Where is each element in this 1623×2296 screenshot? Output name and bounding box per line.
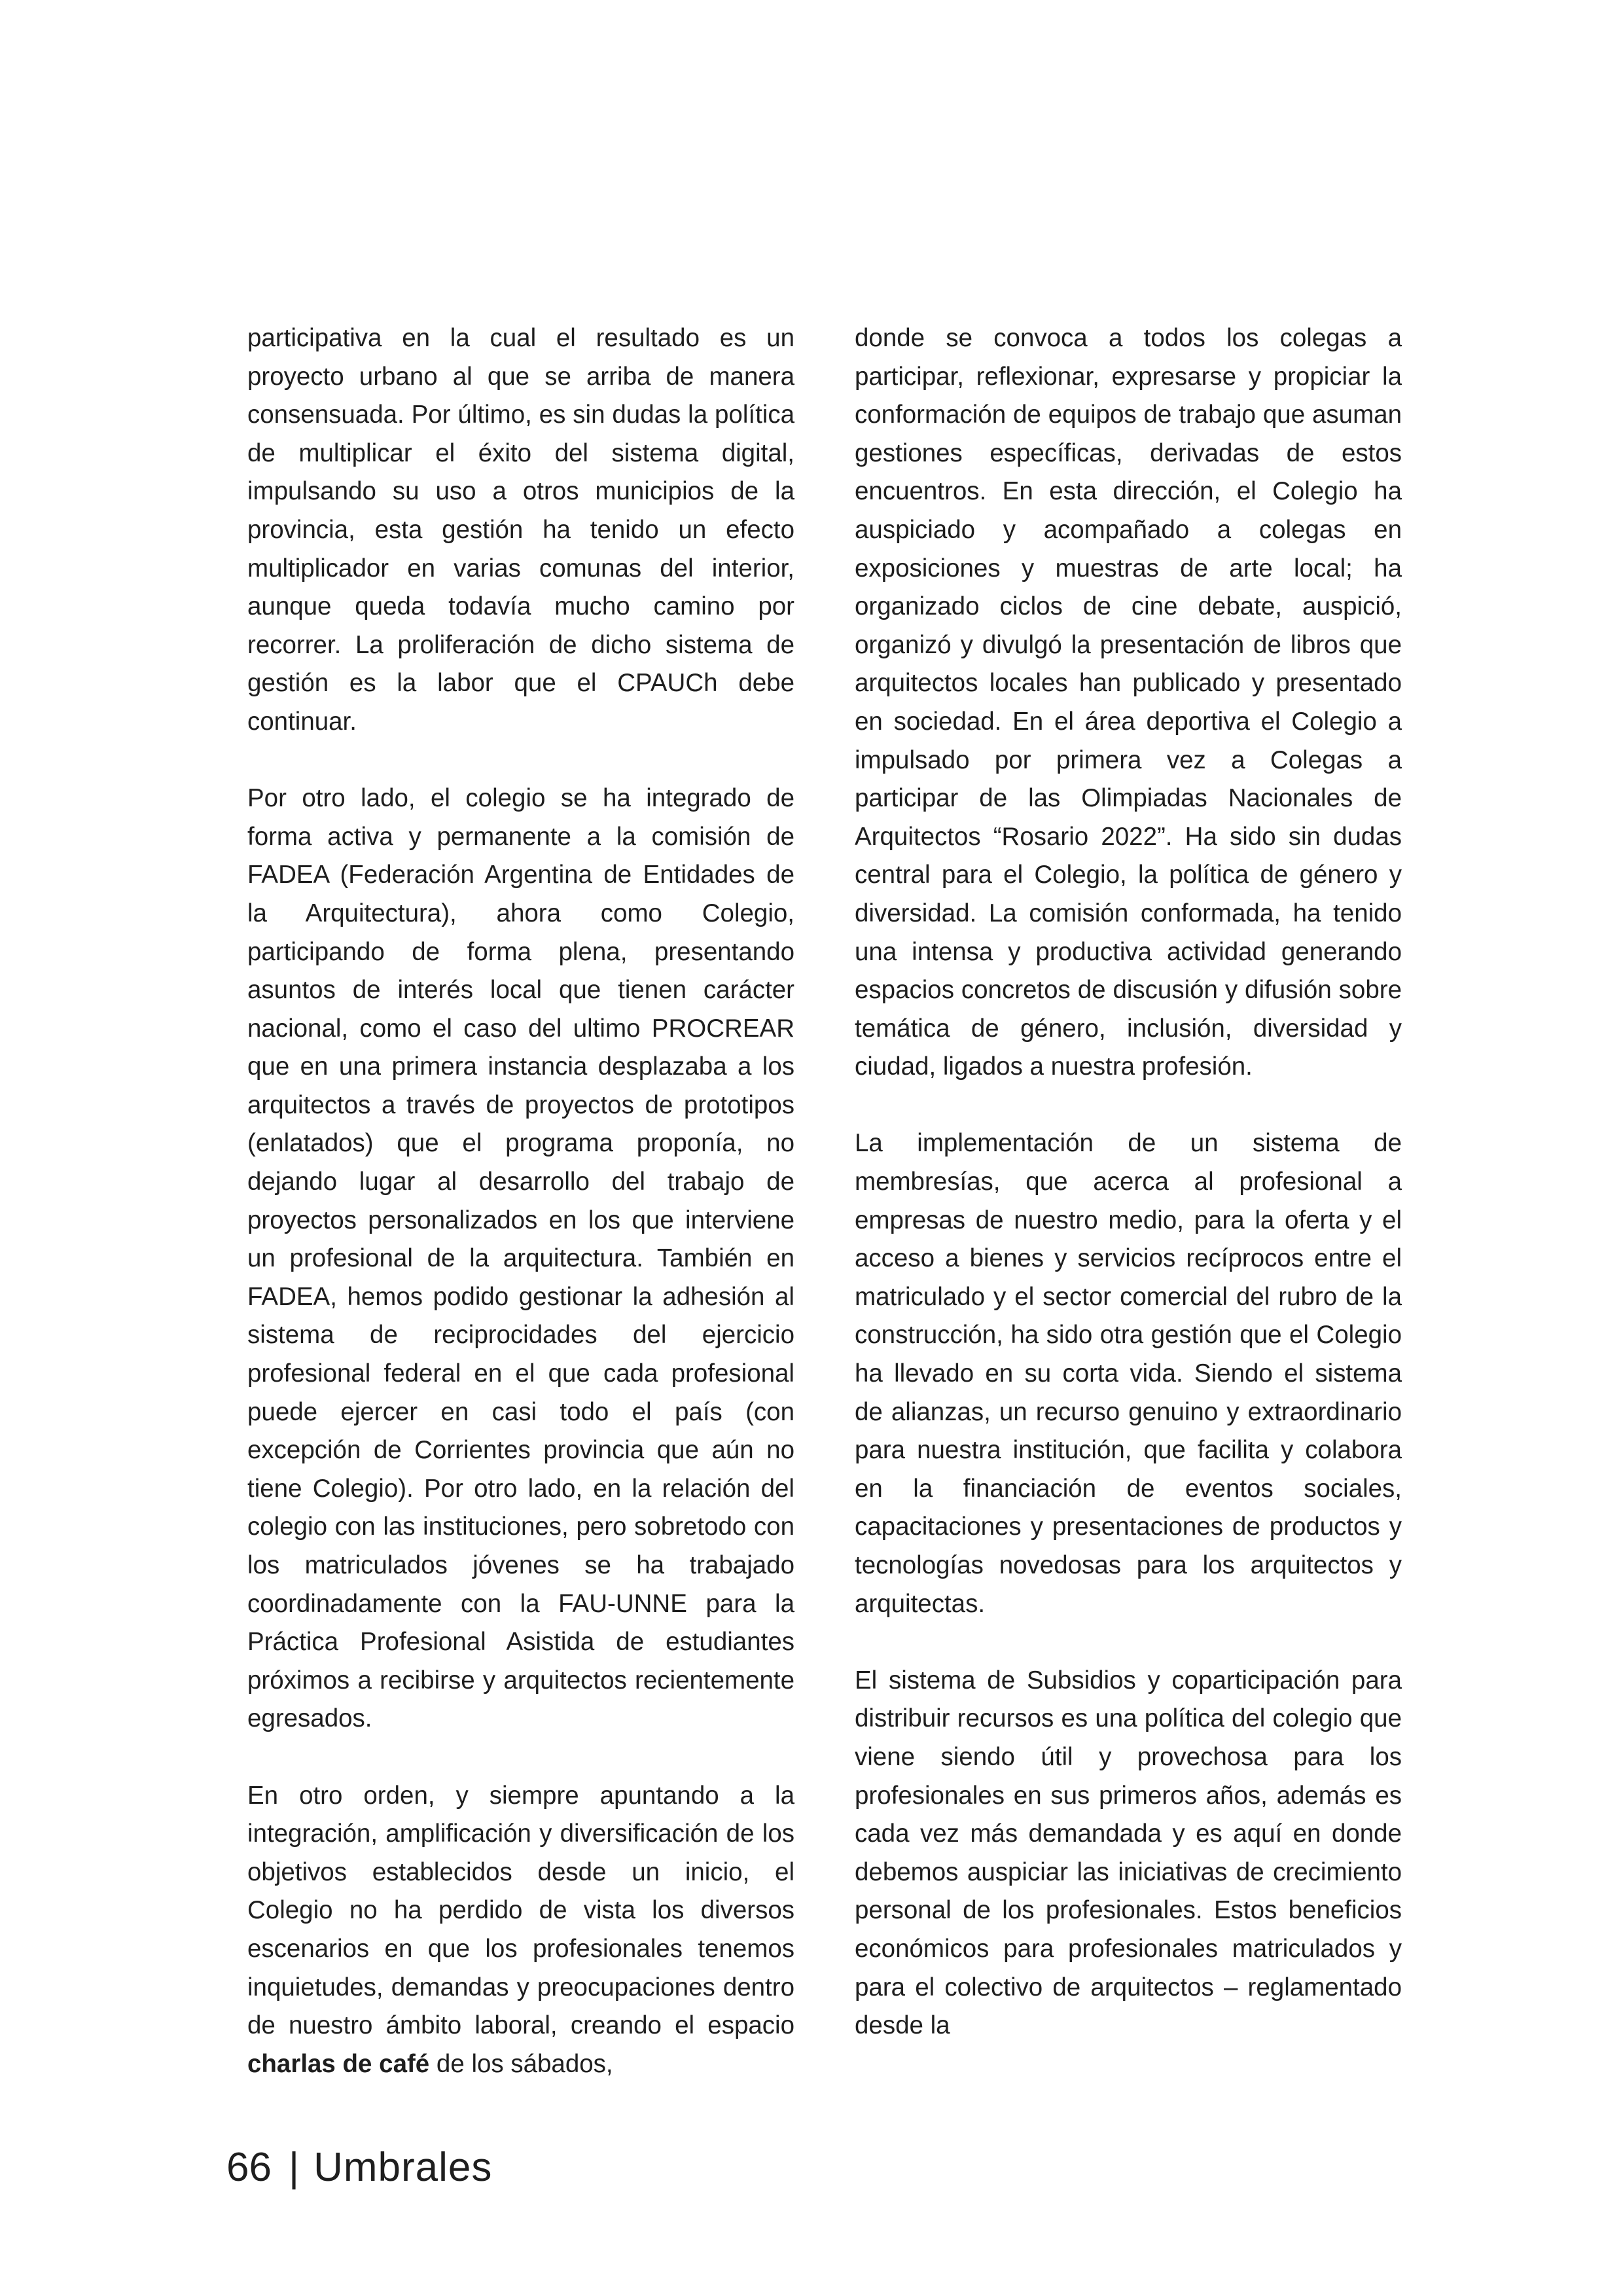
left-paragraph-2: Por otro lado, el colegio se ha integrado de forma activa y permanente a la comisión de FADEA (Federación Argentina de Entidades de la Arquitectura), ahora como Colegio, participando de forma plena, presentando asuntos de interés local que tienen carácter nacional, como el caso del ultimo PROCREAR que en una primera instancia desplazaba a los arquitectos a través de proyectos de prototipos (enlatados) que el programa proponía, no dejando lugar al desarrollo del trabajo de proyectos personalizados en los que interviene un profesional de la arquitectura. También en FADEA, hemos podido gestionar la adhesión al sistema de reciprocidades del ejercicio profesional federal en el que cada profesional puede ejercer en casi todo el país (con excepción de Corrientes provincia que aún no tiene Colegio). Por otro lado, en la relación del colegio con las instituciones, pero sobretodo con los matriculados jóvenes se ha trabajado coordinadamente con la FAU-UNNE para la Práctica Profesional Asistida de estudiantes próximos a recibirse y arquitectos recientemente egresados. [247,784,794,1733]
left-paragraph-3-text-end: de los sábados, [429,2049,613,2078]
charlas-de-cafe-emphasis: charlas de café [247,2049,430,2078]
right-text-column [855,319,1402,2045]
publication-name: Umbrales [313,2145,493,2190]
right-paragraph-2: La implementación de un sistema de membresías, que acerca al profesional a empresas de nuestro medio, para la oferta y el acceso a bienes y servicios recíprocos entre el matriculado y el sector comercial del rubro de la construcción, ha sido otra gestión que el Colegio ha llevado en su corta vida. Siendo el sistema de alianzas, un recurso genuino y extraordinario para nuestra institución, que facilita y colabora en la financiación de eventos sociales, capacitaciones y presentaciones de productos y tecnologías novedosas para los arquitectos y arquitectas. [855,1129,1402,1618]
page-footer [226,2144,492,2191]
left-paragraph-1: participativa en la cual el resultado es un proyecto urbano al que se arriba de manera consensuada. Por último, es sin dudas la política de multiplicar el éxito del sistema digital, impulsando su uso a otros municipios de la provincia, esta gestión ha tenido un efecto multiplicador en varias comunas del interior, aunque queda todavía mucho camino por recorrer. La proliferación de dicho sistema de gestión es la labor que el CPAUCh debe continuar. [247,324,794,736]
right-paragraph-3: El sistema de Subsidios y coparticipación para distribuir recursos es una política del colegio que viene siendo útil y provechosa para los profesionales en sus primeros años, además es cada vez más demandada y es aquí en donde debemos auspiciar las iniciativas de crecimiento personal de los profesionales. Estos beneficios económicos para profesionales matriculados y para el colectivo de arquitectos – reglamentado desde la [855,1666,1402,2040]
left-paragraph-3 [247,1777,794,2084]
page-number: 66 [226,2145,272,2190]
left-paragraph-3-text-start: En otro orden, y siempre apuntando a la integración, amplificación y diversificación de los objetivos establecidos desde un inicio, el Colegio no ha perdido de vista los diversos escenarios en que los profesionales tenemos inquietudes, demandas y preocupaciones dentro de nuestro ámbito laboral, creando el espacio [247,1781,794,2040]
left-text-column [247,319,794,2083]
footer-separator: | [288,2145,300,2190]
right-paragraph-1: donde se convoca a todos los colegas a participar, reflexionar, expresarse y propiciar la conformación de equipos de trabajo que asuman gestiones específicas, derivadas de estos encuentros. En esta dirección, el Colegio ha auspiciado y acompañado a colegas en exposiciones y muestras de arte local; ha organizado ciclos de cine debate, auspició, organizó y divulgó la presentación de libros que arquitectos locales han publicado y presentado en sociedad. En el área deportiva el Colegio a impulsado por primera vez a Colegas a participar de las Olimpiadas Nacionales de Arquitectos “Rosario 2022”. Ha sido sin dudas central para el Colegio, la política de género y diversidad. La comisión conformada, ha tenido una intensa y productiva actividad generando espacios concretos de discusión y difusión sobre temática de género, inclusión, diversidad y ciudad, ligados a nuestra profesión. [855,324,1402,1081]
